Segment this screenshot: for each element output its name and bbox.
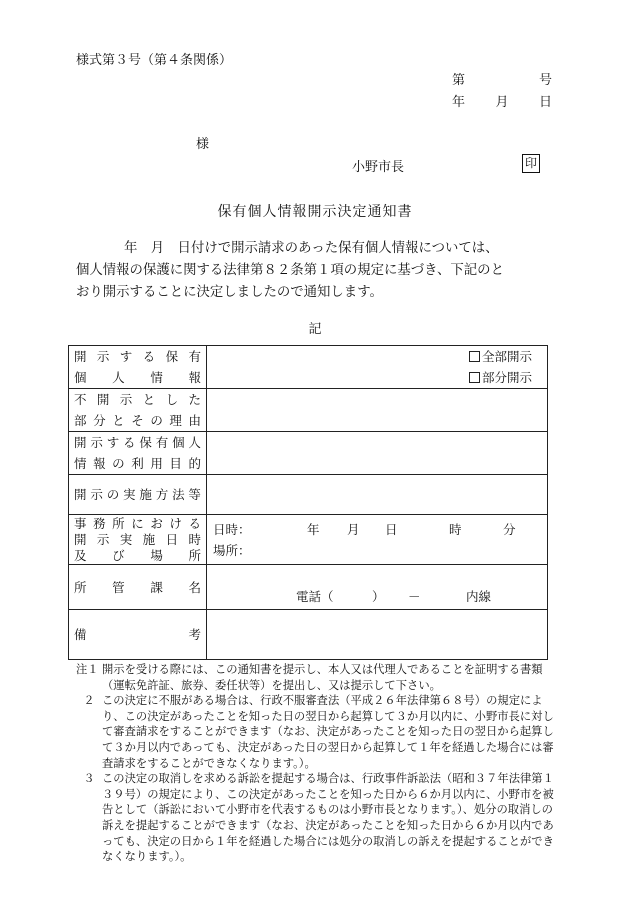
text: ２ xyxy=(83,694,95,708)
label-char: そ xyxy=(131,413,144,428)
label-char: 由 xyxy=(188,413,201,428)
label-char: と xyxy=(142,392,156,407)
document-title: 保有個人情報開示決定通知書 xyxy=(217,204,413,220)
label-line xyxy=(74,532,201,548)
label-char: 示 xyxy=(119,392,133,407)
notes-section xyxy=(76,662,564,865)
label-line xyxy=(74,346,201,367)
label-char: 実 xyxy=(119,531,133,547)
label-char: お xyxy=(150,515,163,531)
sender-name: 小野市長 xyxy=(352,160,405,175)
text: 時 xyxy=(449,521,462,537)
value-nondisclosed[interactable] xyxy=(207,389,548,432)
label-char: 部 xyxy=(74,413,87,428)
value-purpose[interactable] xyxy=(207,432,548,475)
label-purpose xyxy=(69,432,207,475)
label-char: の xyxy=(112,456,125,471)
label-line xyxy=(74,389,201,410)
label-char: の xyxy=(150,413,163,428)
text: 情 xyxy=(150,370,163,385)
label-char: 示 xyxy=(96,531,110,547)
text: ３ xyxy=(83,772,95,786)
label-char: 開 xyxy=(74,531,87,547)
label-char: た xyxy=(188,392,201,407)
row-datetime xyxy=(69,515,548,565)
text: 全部開示 xyxy=(482,349,533,364)
label-char: 利 xyxy=(131,456,144,471)
label-char: 目 xyxy=(169,456,182,471)
label-char: 有 xyxy=(155,435,169,450)
label-line xyxy=(74,453,201,474)
text: 日時： xyxy=(213,521,251,537)
label-char: 理 xyxy=(169,413,182,428)
doc-no-prefix: 第 xyxy=(452,73,466,88)
label-line xyxy=(74,577,201,598)
label-line xyxy=(74,548,201,564)
label-char: 及 xyxy=(74,547,87,563)
label-datetime xyxy=(69,515,207,565)
phone-line xyxy=(207,586,547,609)
label-method xyxy=(69,475,207,515)
label-nondisclosed xyxy=(69,389,207,432)
note-item xyxy=(76,771,564,865)
label-line xyxy=(74,484,201,505)
label-char: 等 xyxy=(188,487,201,502)
text: この決定の取消しを求める訴訟を提起する場合は、行政事件訴訟法（昭和３７年法律第１３９号）の規定により、この決定があったことを知った日から６か月以内に、小野市を被告として（訴訟において小野市を代表するものは小野市長となります。）、処分の取消しの訴えを提起することができます（なお、決定があったことを知った日から６か月以内であっても、決定の日から１年を経過した場合には処分の取消しの訴えを提起することができなくなります。）。 xyxy=(102,772,554,864)
row-department xyxy=(69,565,548,610)
label-char: び xyxy=(112,547,125,563)
form-number: 様式第３号（第４条関係） xyxy=(76,53,233,68)
place-line xyxy=(207,540,547,561)
label-char: に xyxy=(131,515,144,531)
text: 日 xyxy=(385,521,398,537)
disclosure-table xyxy=(68,345,548,660)
seal-stamp: 印 xyxy=(522,154,540,173)
check-partial-disclose[interactable] xyxy=(469,367,547,388)
label-char: 保 xyxy=(139,435,152,450)
label-char: け xyxy=(169,515,182,531)
date-year: 年 xyxy=(452,95,466,110)
label-line xyxy=(74,624,201,645)
label-disclosed-info xyxy=(69,346,207,389)
text: 人 xyxy=(112,370,125,385)
checkbox-icon[interactable] xyxy=(469,372,480,383)
body-line-3: おり開示することに決定しましたので通知します。 xyxy=(76,285,383,300)
body-line-2: 個人情報の保護に関する法律第８２条第１項の規定に基づき、下記のと xyxy=(76,263,504,278)
label-char: 不 xyxy=(74,392,87,407)
body-line-1: 年 月 日付けで開示請求のあった保有個人情報については、 xyxy=(124,241,499,256)
label-char: 務 xyxy=(93,515,106,531)
text: 分 xyxy=(503,521,516,537)
label-char: 人 xyxy=(188,435,201,450)
label-char: 方 xyxy=(155,487,169,502)
label-char: 情 xyxy=(74,456,87,471)
label-char: 管 xyxy=(112,580,125,595)
label-char: 名 xyxy=(188,580,201,595)
text: 電話（ xyxy=(296,589,334,604)
label-char: 開 xyxy=(74,487,87,502)
checkbox-icon[interactable] xyxy=(469,351,480,362)
doc-no-suffix: 号 xyxy=(538,73,552,88)
label-char: 的 xyxy=(188,456,201,471)
label-department xyxy=(69,565,207,610)
label-char: 日 xyxy=(165,531,179,547)
text: 注１ xyxy=(76,663,99,676)
label-char: 分 xyxy=(93,413,106,428)
label-char: 場 xyxy=(150,547,163,563)
label-remarks xyxy=(69,610,207,660)
document-date xyxy=(452,91,552,110)
text: この決定に不服がある場合は、行政不服審査法（平成２６年法律第６８号）の規定により、この決定があったことを知った日の翌日から起算して３か月以内に、小野市長に対して審査請求をすることができます（なお、決定があったことを知った日の翌日から起算して３か月以内であっても、決定があった日の翌日から起算して１年を経過した場合には審査請求をすることができなくなります。）。 xyxy=(102,694,554,770)
row-method xyxy=(69,475,548,515)
label-char: 示 xyxy=(96,349,110,364)
text: ） xyxy=(372,589,385,604)
label-line xyxy=(74,367,201,388)
label-char: 所 xyxy=(74,580,87,595)
text: － xyxy=(408,589,421,604)
document-number xyxy=(452,69,552,88)
label-char: 個 xyxy=(172,435,185,450)
row-nondisclosed xyxy=(69,389,548,432)
value-method[interactable] xyxy=(207,475,548,515)
ki-heading: 記 xyxy=(308,322,322,337)
label-char: 用 xyxy=(150,456,163,471)
label-char: 施 xyxy=(142,531,156,547)
label-char: 備 xyxy=(74,627,87,642)
text: 内線 xyxy=(466,589,492,604)
addressee: 様 xyxy=(196,137,210,152)
label-line xyxy=(74,516,201,532)
label-line xyxy=(74,410,201,431)
label-char: 開 xyxy=(74,349,87,364)
label-char: 保 xyxy=(165,349,179,364)
text: 年 xyxy=(307,521,320,537)
label-char: す xyxy=(119,349,133,364)
text: 場所： xyxy=(213,542,251,558)
label-char: 課 xyxy=(150,580,163,595)
date-month: 月 xyxy=(495,95,509,110)
check-all-disclose[interactable] xyxy=(469,346,547,367)
value-department[interactable] xyxy=(207,565,548,610)
label-char: 開 xyxy=(96,392,110,407)
row-disclosed-info xyxy=(69,346,548,389)
value-disclosed-info[interactable] xyxy=(207,346,548,389)
text: 部分開示 xyxy=(482,370,533,385)
label-char: 所 xyxy=(188,547,201,563)
label-char: の xyxy=(106,487,120,502)
datetime-line xyxy=(207,519,547,540)
label-char: と xyxy=(112,413,125,428)
text: 個 xyxy=(74,370,87,385)
body-text xyxy=(76,238,560,304)
date-day: 日 xyxy=(538,95,552,110)
label-char: す xyxy=(106,435,120,450)
row-purpose xyxy=(69,432,548,475)
text: 月 xyxy=(347,521,360,537)
label-char: 法 xyxy=(172,487,185,502)
label-char: る xyxy=(188,515,201,531)
label-char: 有 xyxy=(188,349,201,364)
text: 開示を受ける際には、この通知書を提示し、本人又は代理人であることを証明する書類（運転免許証、旅券、委任状等）を提出し、又は提示して下さい。 xyxy=(102,663,543,692)
label-char: 示 xyxy=(90,487,103,502)
value-datetime[interactable] xyxy=(207,515,548,565)
label-char: る xyxy=(142,349,156,364)
label-char: 示 xyxy=(90,435,103,450)
label-char: る xyxy=(123,435,136,450)
label-char: 事 xyxy=(74,515,87,531)
label-char: 考 xyxy=(188,627,201,642)
note-item xyxy=(76,662,564,693)
row-remarks xyxy=(69,610,548,660)
label-char: 報 xyxy=(93,456,106,471)
label-char: 実 xyxy=(123,487,136,502)
label-line xyxy=(74,432,201,453)
label-char: 開 xyxy=(74,435,87,450)
label-char: し xyxy=(165,392,179,407)
value-remarks[interactable] xyxy=(207,610,548,660)
note-item xyxy=(76,693,564,771)
label-char: 施 xyxy=(139,487,152,502)
text: 報 xyxy=(188,370,201,385)
label-char: 時 xyxy=(188,531,201,547)
label-char: 所 xyxy=(112,515,125,531)
